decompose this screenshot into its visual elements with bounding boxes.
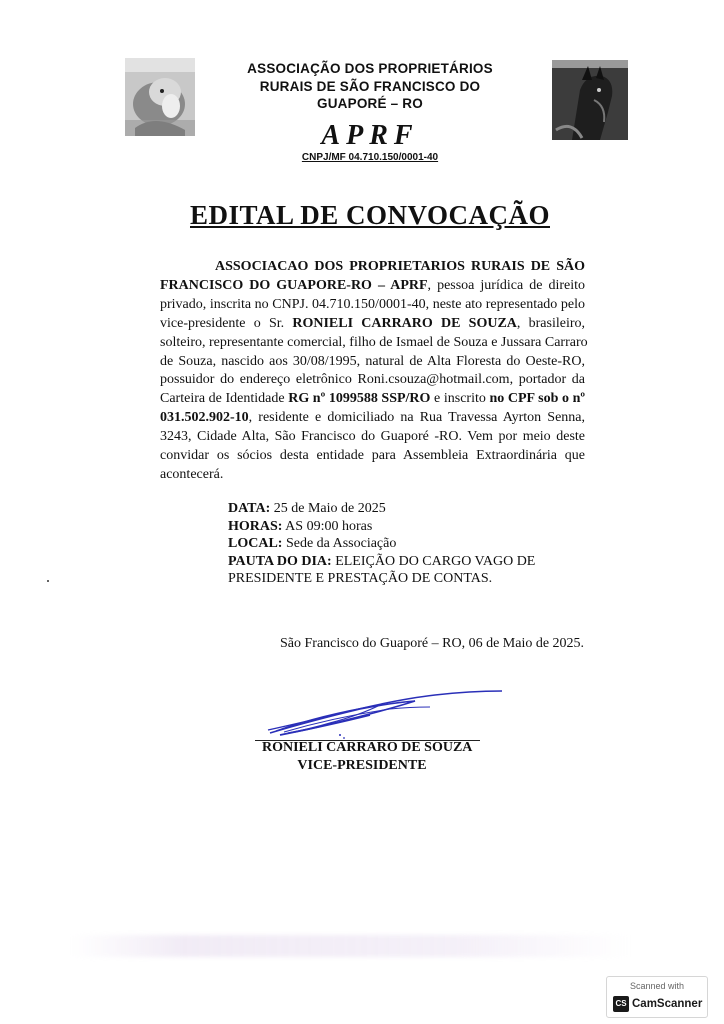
camscanner-watermark	[606, 976, 708, 1018]
agenda-label: PAUTA DO DIA:	[228, 553, 332, 569]
camscanner-name: CamScanner	[632, 998, 703, 1010]
scan-speck	[47, 580, 49, 582]
body-text-segment: , pessoa jurídica de direito	[427, 277, 585, 293]
place-value: Sede da Associação	[282, 536, 397, 551]
meeting-date	[228, 500, 588, 518]
meeting-time	[228, 518, 588, 536]
meeting-agenda	[228, 553, 588, 571]
signer-role: VICE-PRESIDENTE	[297, 758, 427, 773]
body-line-9	[160, 409, 585, 428]
body-line-7: possuidor do endereço eletrônico Roni.csouza@hotmail.com, portador da	[160, 372, 585, 388]
time-label: HORAS:	[228, 518, 283, 534]
body-text-segment: e inscrito	[430, 391, 490, 407]
body-text-segment: , brasileiro,	[516, 315, 586, 331]
association-name-cont: FRANCISCO DO GUAPORE-RO – APRF	[160, 277, 428, 293]
horse-logo-icon	[552, 60, 628, 140]
body-text-segment: Carteira de Identidade	[160, 391, 289, 407]
org-name-line-1: ASSOCIAÇÃO DOS PROPRIETÁRIOS	[247, 61, 493, 76]
body-line-11: convidar os sócios desta entidade para Assembleia Extraordinária que	[160, 448, 585, 464]
body-line-12: acontecerá.	[160, 466, 224, 482]
body-text-segment: vice-presidente o Sr.	[160, 315, 293, 331]
camscanner-logo-icon: CS	[613, 996, 629, 1012]
stamp-bleed-through	[70, 935, 630, 957]
cattle-logo-icon	[125, 58, 195, 136]
cnpj-number: CNPJ/MF 04.710.150/0001-40	[301, 152, 439, 163]
org-name-line-3: GUAPORÉ – RO	[317, 96, 423, 111]
body-line-2	[160, 277, 585, 296]
rg-number: RG nº 1099588 SSP/RO	[288, 391, 431, 407]
body-line-5: solteiro, representante comercial, filho de Ismael de Souza e Jussara Carraro	[160, 334, 588, 350]
representative-name: RONIELI CARRARO DE SOUZA	[292, 315, 517, 331]
association-name: ASSOCIACAO DOS PROPRIETARIOS RURAIS DE SÃO	[215, 259, 585, 274]
document-title: EDITAL DE CONVOCAÇÃO	[190, 200, 550, 230]
organization-acronym: APRF	[321, 120, 419, 151]
meeting-place	[228, 535, 588, 553]
body-text-segment: , residente e domiciliado na Rua Travessa Ayrton Senna,	[248, 410, 585, 426]
body-line-3: privado, inscrita no CNPJ. 04.710.150/0001-40, neste ato representado pelo	[160, 296, 585, 312]
cpf-label: no CPF sob o nº	[489, 391, 586, 407]
agenda-value-continued: PRESIDENTE E PRESTAÇÃO DE CONTAS.	[228, 571, 493, 586]
handwritten-signature	[240, 685, 510, 745]
body-line-8	[160, 390, 585, 409]
agenda-value: ELEIÇÃO DO CARGO VAGO DE	[331, 553, 536, 569]
organization-name	[200, 60, 540, 113]
body-line-4	[160, 315, 585, 334]
body-line-6: de Souza, nascido aos 30/08/1995, natural de Alta Floresta do Oeste-RO,	[160, 353, 585, 369]
body-line-1	[160, 258, 585, 277]
cpf-number: 031.502.902-10	[160, 410, 249, 426]
date-value: 25 de Maio de 2025	[270, 501, 386, 516]
place-and-date: São Francisco do Guaporé – RO, 06 de Maio de 2025.	[280, 636, 585, 651]
scanned-with-label: Scanned with	[629, 981, 685, 991]
signer-name: RONIELI CARRARO DE SOUZA	[262, 740, 473, 755]
meeting-details	[228, 500, 588, 588]
body-paragraph	[160, 258, 588, 485]
body-line-10: 3243, Cidade Alta, São Francisco do Guaporé -RO. Vem por meio deste	[160, 429, 585, 445]
place-label: LOCAL:	[228, 536, 283, 551]
time-value: AS 09:00 horas	[282, 518, 373, 534]
date-label: DATA:	[228, 501, 271, 516]
org-name-line-2: RURAIS DE SÃO FRANCISCO DO	[259, 78, 481, 94]
